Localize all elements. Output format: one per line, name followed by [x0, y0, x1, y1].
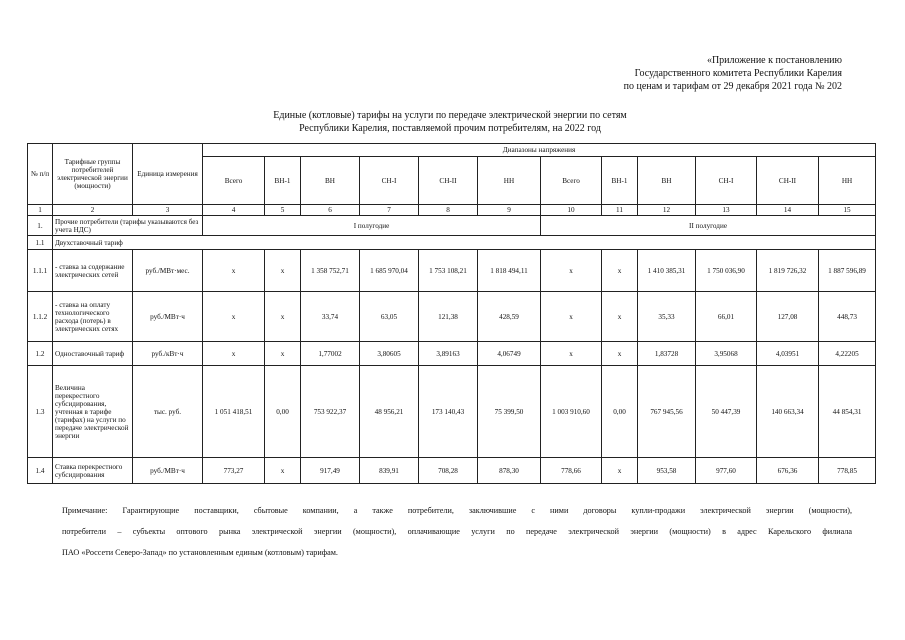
document-title	[150, 109, 750, 135]
value-cell: 0,00	[265, 366, 301, 458]
table-row	[28, 458, 876, 484]
value-cell: 708,28	[419, 458, 478, 484]
value-cell: х	[541, 342, 602, 366]
value-cell: 1 753 108,21	[419, 250, 478, 292]
voltage-header: ВН-1	[602, 157, 638, 205]
table-row	[28, 366, 876, 458]
title-line: Единые (котловые) тарифы на услуги по передаче электрической энергии по сетям	[273, 110, 627, 121]
row-num: 1.	[28, 216, 53, 236]
column-number: 7	[360, 205, 419, 216]
row-label: - ставка за содержание электрических сетей	[53, 250, 133, 292]
value-cell: х	[541, 250, 602, 292]
value-cell: 50 447,39	[696, 366, 757, 458]
column-number-row	[28, 205, 876, 216]
value-cell: 953,58	[638, 458, 696, 484]
value-cell: 1 410 385,31	[638, 250, 696, 292]
value-cell: 75 399,50	[478, 366, 541, 458]
row-num: 1.1.1	[28, 250, 53, 292]
value-cell: 140 663,34	[757, 366, 819, 458]
voltage-header: Всего	[203, 157, 265, 205]
table-row	[28, 236, 876, 250]
value-cell: 33,74	[301, 292, 360, 342]
value-cell: 1 819 726,32	[757, 250, 819, 292]
value-cell: 44 854,31	[819, 366, 876, 458]
value-cell: х	[602, 458, 638, 484]
value-cell: 778,66	[541, 458, 602, 484]
column-number: 8	[419, 205, 478, 216]
row-label: Ставка перекрестного субсидирования	[53, 458, 133, 484]
value-cell: 773,27	[203, 458, 265, 484]
value-cell: 1,83728	[638, 342, 696, 366]
voltage-header: ВН	[301, 157, 360, 205]
value-cell: 676,36	[757, 458, 819, 484]
column-number: 1	[28, 205, 53, 216]
value-cell: 753 922,37	[301, 366, 360, 458]
row-num: 1.2	[28, 342, 53, 366]
half-year-2: II полугодие	[541, 216, 876, 236]
value-cell: х	[265, 458, 301, 484]
value-cell: 48 956,21	[360, 366, 419, 458]
voltage-header: НН	[478, 157, 541, 205]
column-number: 4	[203, 205, 265, 216]
row-unit: руб./МВт·мес.	[133, 250, 203, 292]
column-number: 15	[819, 205, 876, 216]
value-cell: 4,06749	[478, 342, 541, 366]
row-unit: тыс. руб.	[133, 366, 203, 458]
value-cell: 1 887 596,89	[819, 250, 876, 292]
value-cell: 917,49	[301, 458, 360, 484]
value-cell: 1 358 752,71	[301, 250, 360, 292]
value-cell: х	[203, 250, 265, 292]
appendix-header	[522, 54, 842, 93]
value-cell: 778,85	[819, 458, 876, 484]
value-cell: х	[602, 342, 638, 366]
value-cell: 977,60	[696, 458, 757, 484]
value-cell: 1,77002	[301, 342, 360, 366]
row-label: Одноставочный тариф	[53, 342, 133, 366]
value-cell: 127,08	[757, 292, 819, 342]
value-cell: 121,38	[419, 292, 478, 342]
half-year-1: I полугодие	[203, 216, 541, 236]
column-number: 14	[757, 205, 819, 216]
voltage-header: СН-II	[757, 157, 819, 205]
value-cell: х	[602, 292, 638, 342]
row-num: 1.1	[28, 236, 53, 250]
table-row	[28, 342, 876, 366]
voltage-header: НН	[819, 157, 876, 205]
appendix-header-line: по ценам и тарифам от 29 декабря 2021 года № 202	[623, 81, 842, 92]
voltage-header: СН-I	[360, 157, 419, 205]
header-group: Тарифные группы потребителей электрической энергии (мощности)	[53, 144, 133, 205]
value-cell: 3,95068	[696, 342, 757, 366]
voltage-header: ВН-1	[265, 157, 301, 205]
header-voltage-ranges: Диапазоны напряжения	[203, 144, 876, 157]
value-cell: 1 750 036,90	[696, 250, 757, 292]
value-cell: 839,91	[360, 458, 419, 484]
value-cell: х	[265, 292, 301, 342]
column-number: 2	[53, 205, 133, 216]
footnote-line: ПАО «Россети Северо-Запад» по установленным единым (котловым) тарифам.	[62, 548, 338, 557]
value-cell: х	[203, 342, 265, 366]
voltage-header: ВН	[638, 157, 696, 205]
value-cell: 878,30	[478, 458, 541, 484]
value-cell: 66,01	[696, 292, 757, 342]
value-cell: х	[541, 292, 602, 342]
column-number: 13	[696, 205, 757, 216]
value-cell: 3,80605	[360, 342, 419, 366]
footnote-line: потребители – субъекты оптового рынка электрической энергии (мощности), оплачивающие услуги по передаче электрической энергии (мощности) в адрес Карельского филиала	[62, 527, 852, 536]
value-cell: 35,33	[638, 292, 696, 342]
row-num: 1.3	[28, 366, 53, 458]
column-number: 5	[265, 205, 301, 216]
value-cell: 1 685 970,04	[360, 250, 419, 292]
row-unit: руб./МВт·ч	[133, 458, 203, 484]
footnote	[62, 500, 852, 563]
value-cell: 173 140,43	[419, 366, 478, 458]
value-cell: 4,03951	[757, 342, 819, 366]
appendix-header-line: Государственного комитета Республики Карелия	[634, 68, 842, 79]
header-unit: Единица измерения	[133, 144, 203, 205]
column-number: 9	[478, 205, 541, 216]
value-cell: 4,22205	[819, 342, 876, 366]
value-cell: 448,73	[819, 292, 876, 342]
value-cell: 428,59	[478, 292, 541, 342]
value-cell: 1 051 418,51	[203, 366, 265, 458]
row-label: - ставка на оплату технологического расхода (потерь) в электрических сетях	[53, 292, 133, 342]
value-cell: 767 945,56	[638, 366, 696, 458]
footnote-line: Примечание: Гарантирующие поставщики, сбытовые компании, а также потребители, заключившие с ними договоры купли-продажи электрической энергии (мощности),	[62, 506, 852, 515]
row-unit: руб./МВт·ч	[133, 292, 203, 342]
table-row	[28, 250, 876, 292]
value-cell: х	[203, 292, 265, 342]
value-cell: 3,89163	[419, 342, 478, 366]
column-number: 10	[541, 205, 602, 216]
row-label: Двухставочный тариф	[53, 236, 876, 250]
value-cell: 0,00	[602, 366, 638, 458]
column-number: 11	[602, 205, 638, 216]
value-cell: х	[602, 250, 638, 292]
value-cell: х	[265, 342, 301, 366]
value-cell: х	[265, 250, 301, 292]
table-row	[28, 292, 876, 342]
voltage-header: СН-I	[696, 157, 757, 205]
column-number: 12	[638, 205, 696, 216]
value-cell: 63,05	[360, 292, 419, 342]
voltage-header: Всего	[541, 157, 602, 205]
value-cell: 1 818 494,11	[478, 250, 541, 292]
row-unit: руб./кВт·ч	[133, 342, 203, 366]
appendix-header-line: «Приложение к постановлению	[706, 55, 842, 66]
column-number: 3	[133, 205, 203, 216]
table-row	[28, 216, 876, 236]
header-num: № п/п	[28, 144, 53, 205]
title-line: Республики Карелия, поставляемой прочим потребителям, на 2022 год	[299, 123, 601, 134]
row-num: 1.4	[28, 458, 53, 484]
row-label: Величина перекрестного субсидирования, учтенная в тарифе (тарифах) на услуги по передаче электрической энергии	[53, 366, 133, 458]
voltage-header: СН-II	[419, 157, 478, 205]
row-num: 1.1.2	[28, 292, 53, 342]
column-number: 6	[301, 205, 360, 216]
row-label: Прочие потребители (тарифы указываются без учета НДС)	[53, 216, 203, 236]
value-cell: 1 003 910,60	[541, 366, 602, 458]
tariff-table	[27, 143, 876, 484]
